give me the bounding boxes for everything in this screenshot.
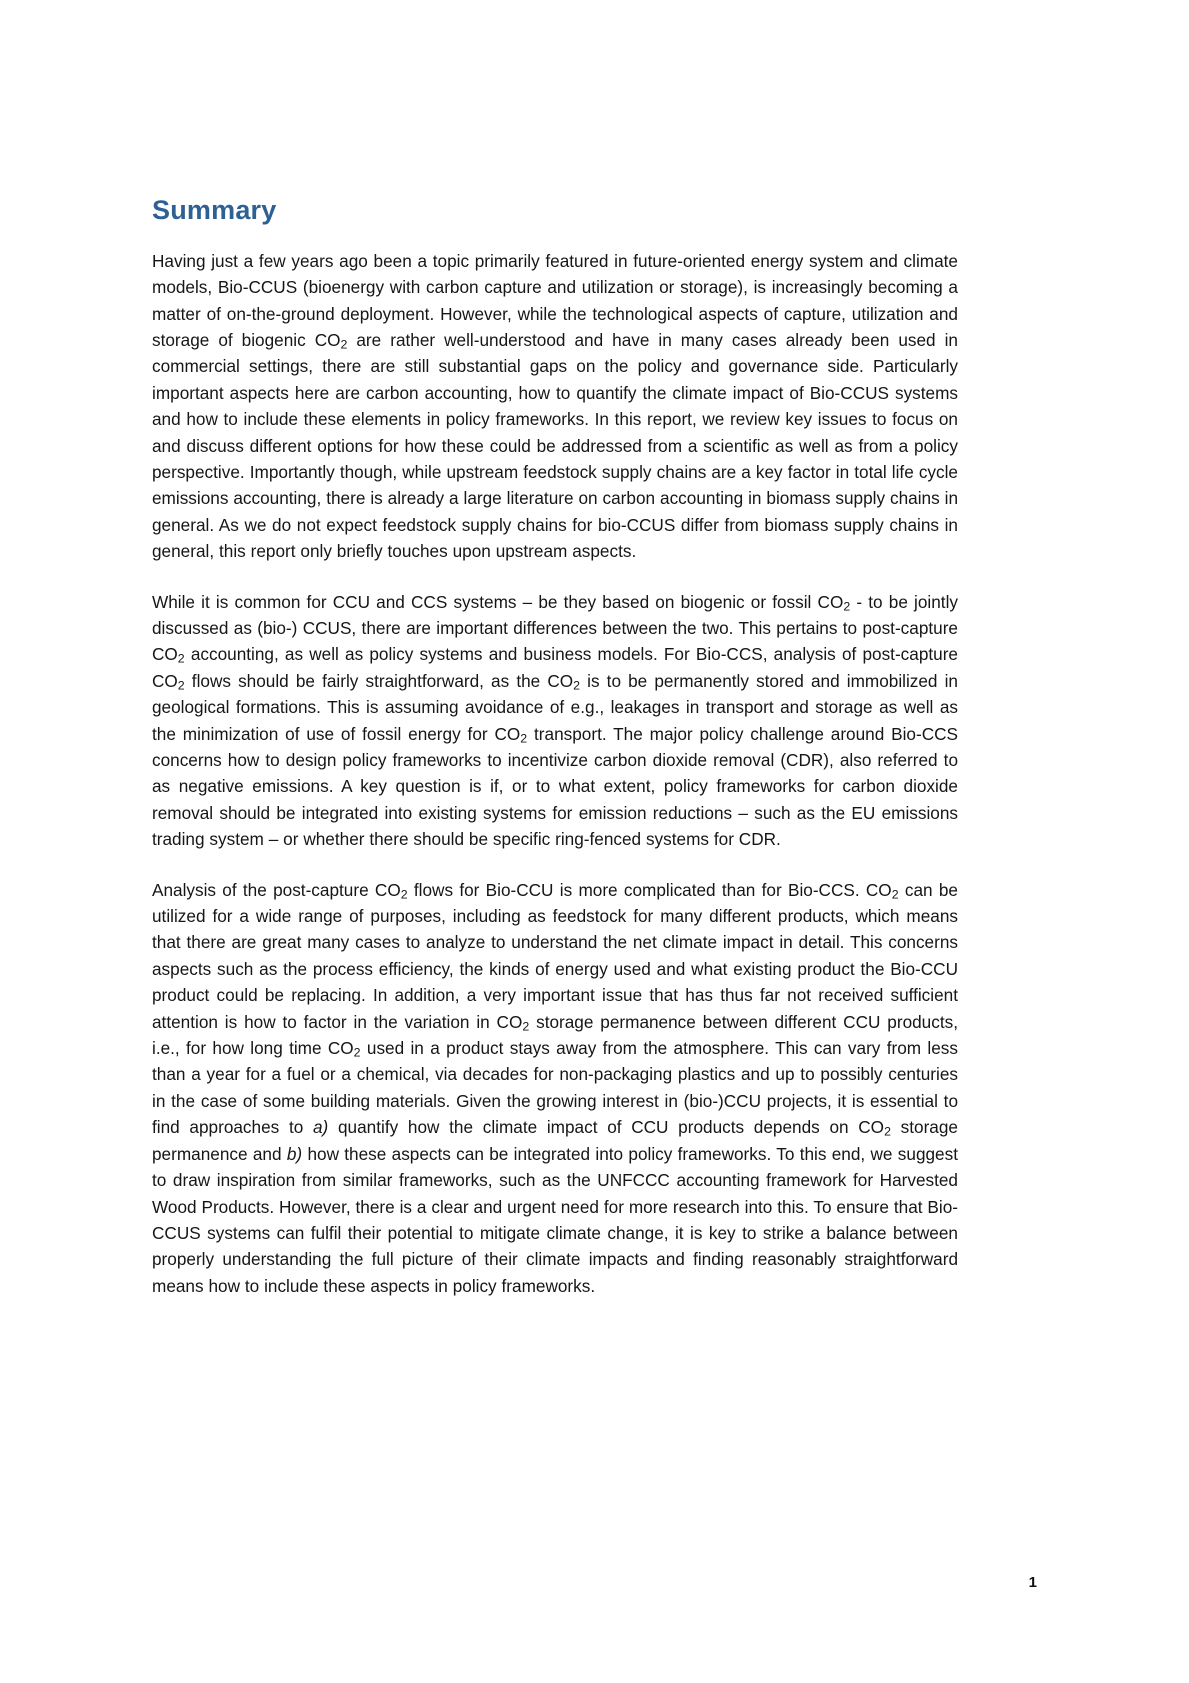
summary-paragraph-2: While it is common for CCU and CCS systems – be they based on biogenic or fossil $CO_2$ - to be jointly discussed as (bio-) CCUS, there are important differences between the two. This pertains to post-capture $CO_2$ accounting, as well as policy systems and business models. For Bio-CCS, analysis of post-capture $CO_2$ flows should be fairly straightforward, as the $CO_2$ is to be permanently stored and immobilized in geological formations. This is assuming avoidance of e.g., leakages in transport and storage as well as the minimization of use of fossil energy for $CO_2$ transport. The major policy challenge around Bio-CCS concerns how to design policy frameworks to incentivize carbon dioxide removal (CDR), also referred to as negative emissions. A key question is if, or to what extent, policy frameworks for carbon dioxide removal should be integrated into existing systems for emission reductions – such as the EU emissions trading system – or whether there should be specific ring-fenced systems for CDR. [152,591,958,850]
page-number: 1 [1028,1574,1037,1591]
page-title: Summary [152,195,277,225]
summary-paragraph-3: Analysis of the post-capture $CO_2$ flows for Bio-CCU is more complicated than for Bio-CCS. $CO_2$ can be utilized for a wide range of purposes, including as feedstock for many different products, which means that there are great many cases to analyze to understand the net climate impact in detail. This concerns aspects such as the process efficiency, the kinds of energy used and what existing product the Bio-CCU product could be replacing. In addition, a very important issue that has thus far not received sufficient attention is how to factor in the variation in $CO_2$ storage permanence between different CCU products, i.e., for how long time $CO_2$ used in a product stays away from the atmosphere. This can vary from less than a year for a fuel or a chemical, via decades for non-packaging plastics and up to possibly centuries in the case of some building materials. Given the growing interest in (bio-)CCU projects, it is essential to find approaches to a) quantify how the climate impact of CCU products depends on $CO_2$ storage permanence and b) how these aspects can be integrated into policy frameworks. To this end, we suggest to draw inspiration from similar frameworks, such as the UNFCCC accounting framework for Harvested Wood Products. However, there is a clear and urgent need for more research into this. To ensure that Bio-CCUS systems can fulfil their potential to mitigate climate change, it is key to strike a balance between properly understanding the full picture of their climate impacts and finding reasonably straightforward means how to include these aspects in policy frameworks. [152,879,958,1296]
summary-paragraph-1: Having just a few years ago been a topic primarily featured in future-oriented energy system and climate models, Bio-CCUS (bioenergy with carbon capture and utilization or storage), is increasingly becoming a matter of on-the-ground deployment. However, while the technological aspects of capture, utilization and storage of biogenic $CO_2$ are rather well-understood and have in many cases already been used in commercial settings, there are still substantial gaps on the policy and governance side. Particularly important aspects here are carbon accounting, how to quantify the climate impact of Bio-CCUS systems and how to include these elements in policy frameworks. In this report, we review key issues to focus on and discuss different options for how these could be addressed from a scientific as well as from a policy perspective. Importantly though, while upstream feedstock supply chains are a key factor in total life cycle emissions accounting, there is already a large literature on carbon accounting in biomass supply chains in general. As we do not expect feedstock supply chains for bio-CCUS differ from biomass supply chains in general, this report only briefly touches upon upstream aspects. [152,250,958,562]
page-content [152,196,958,1299]
